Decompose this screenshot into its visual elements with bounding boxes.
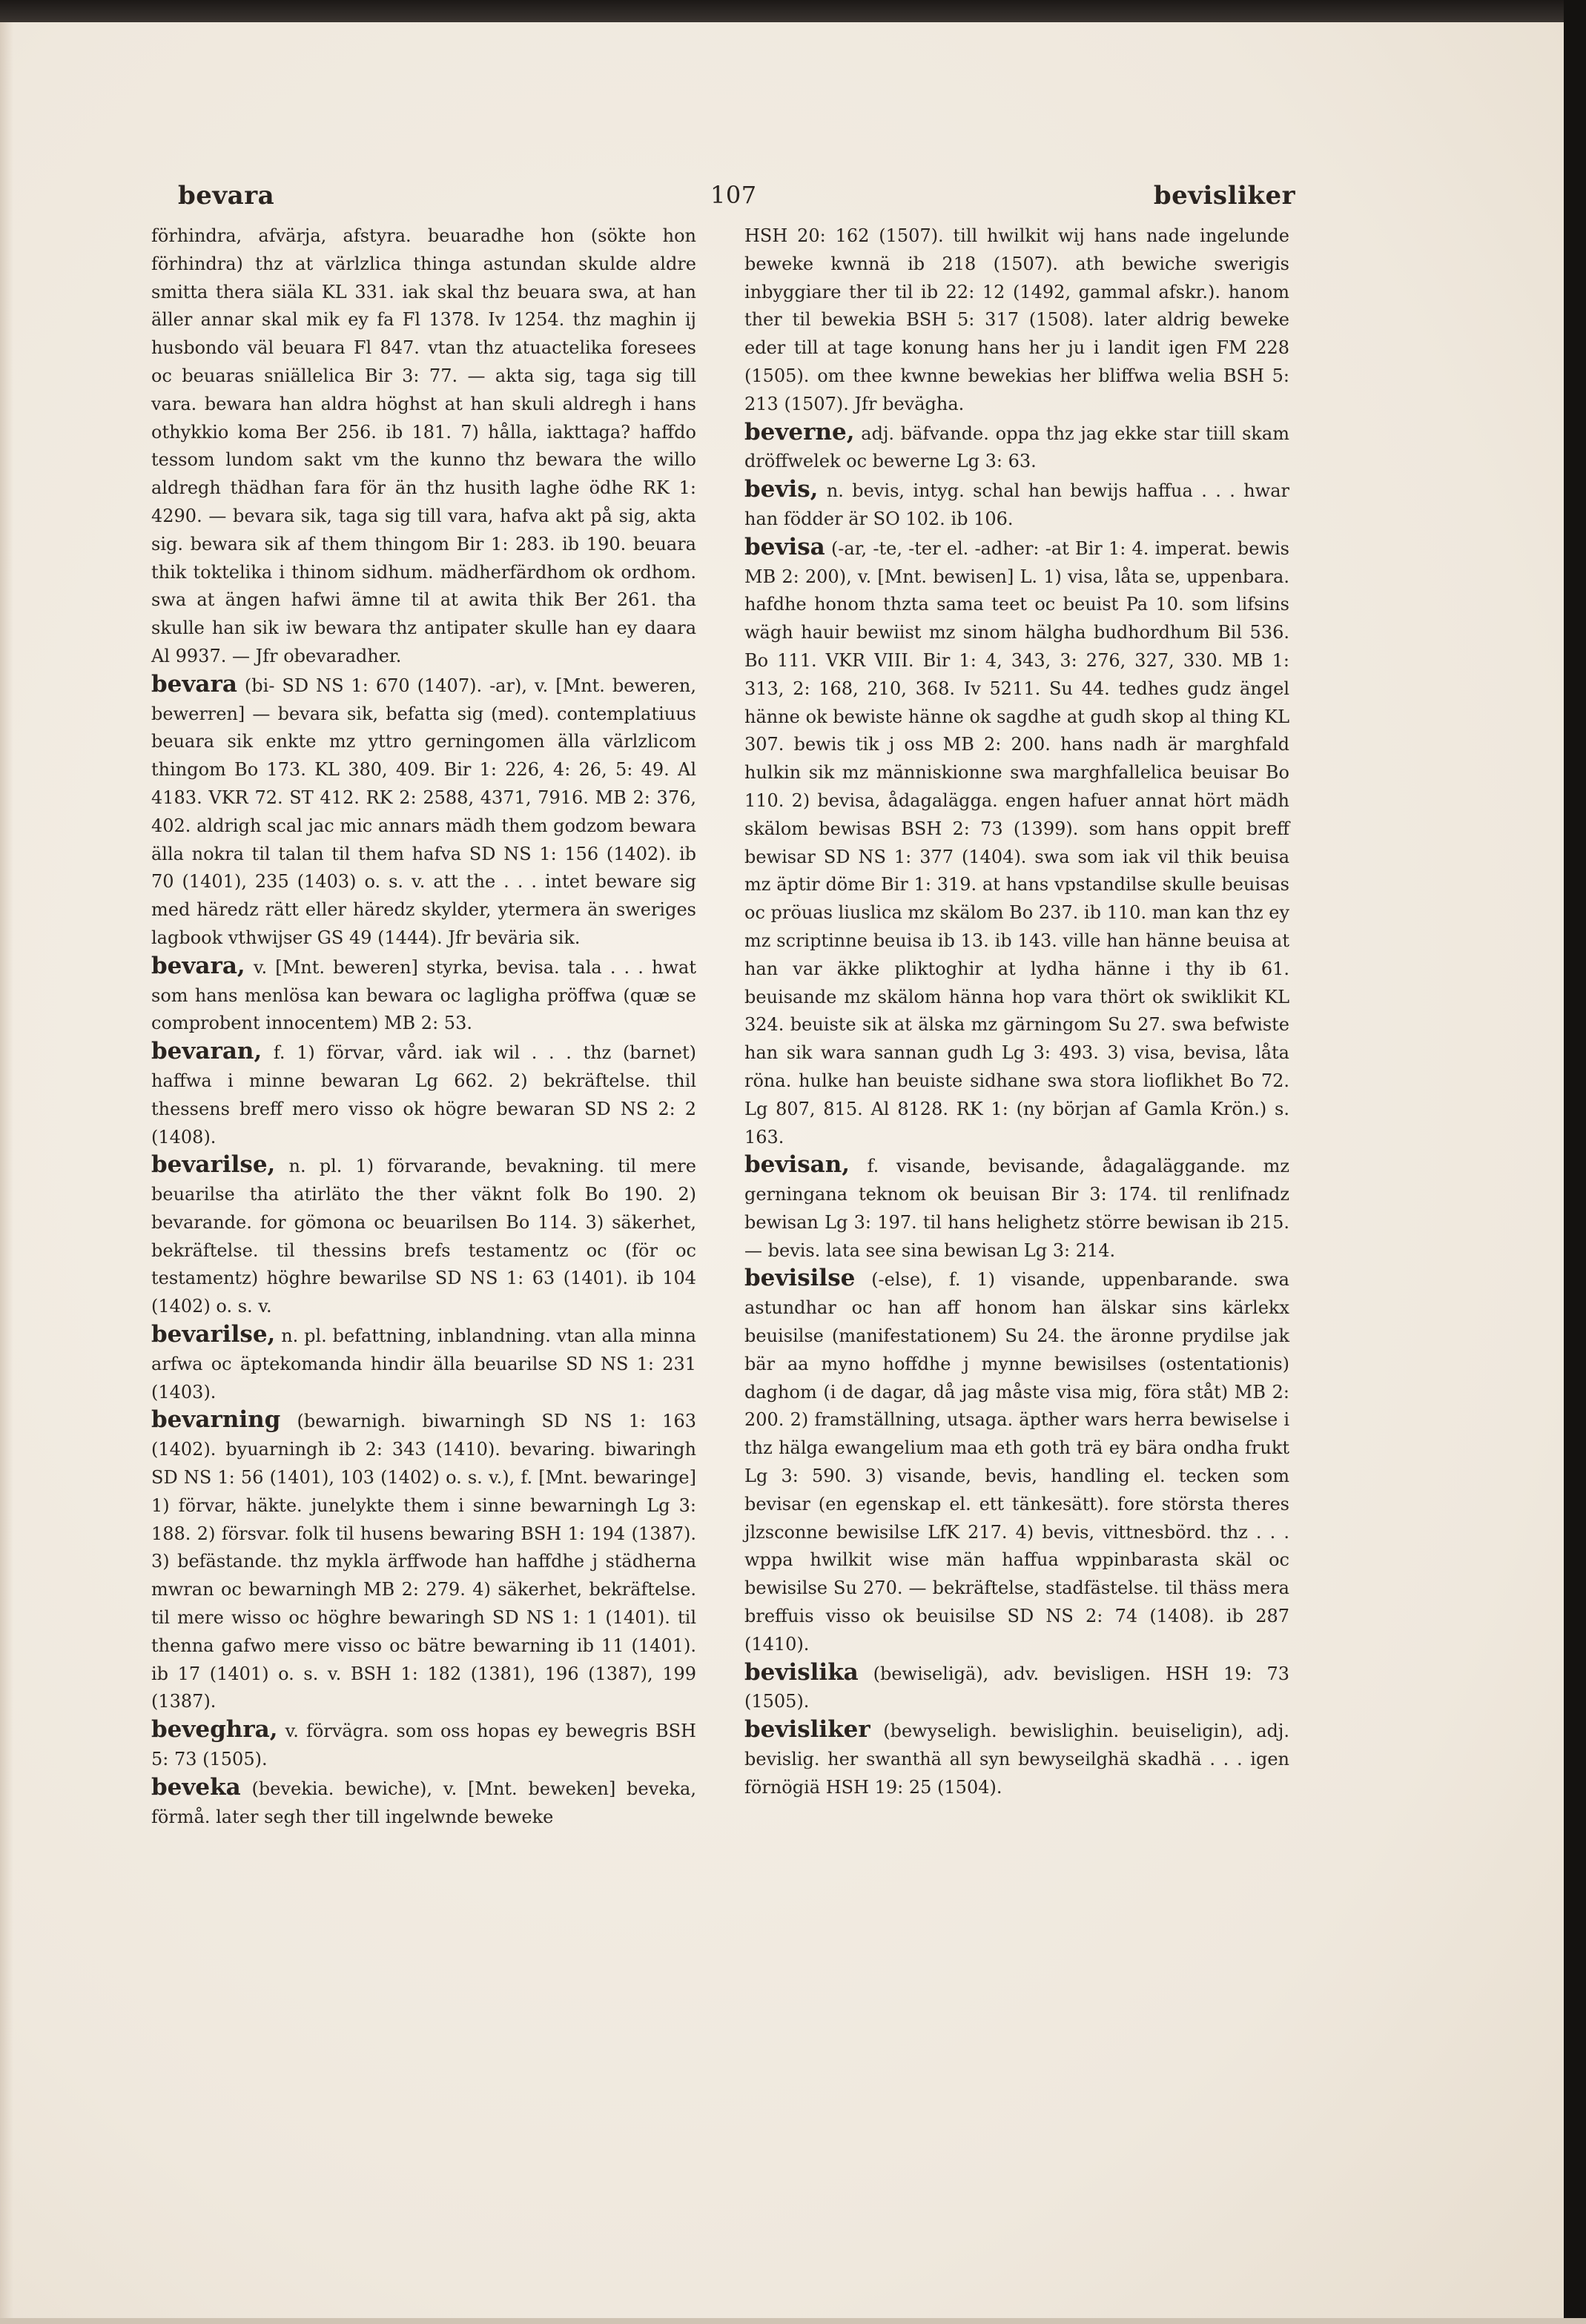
entry-body: HSH 20: 162 (1507). till hwilkit wij hans nade ingelunde beweke kwnnä ib 218 (1507). ath bewiche swerigis inbyggiare ther til ib 22: 12 (1492, gammal afskr.). hanom ther til bewekia BSH 5: 317 (1508). later aldrig beweke eder till at tage konung hans her ju i landit igen FM 228 (1505). om thee kwnne bewekias her bliffwa welia BSH 5: 213 (1507). Jfr beväghа. [744, 225, 1289, 414]
entry-headword: bevislika [744, 1658, 859, 1686]
entry-headword: beveghra, [151, 1716, 278, 1744]
entry-headword: bevisilse [744, 1265, 856, 1292]
right-column [744, 222, 1289, 1802]
entry-body: (bevekia. bewiche), v. [Mnt. beweken] beveka, förmå. later segh ther till ingelwnde beweke [151, 1778, 696, 1827]
entry-headword: bevarilse, [151, 1151, 276, 1179]
scan-bottom-border [0, 2318, 1586, 2324]
entry-headword: bevara, [151, 952, 245, 979]
entry-headword: bevaran, [151, 1038, 262, 1065]
entry-body: (bewyseligh. bewislighin. beuiseligin), adj. bevislig. her swanthä all syn bewyseilghä skadhä . . . igen förnögiä HSH 19: 25 (1504). [744, 1721, 1289, 1798]
dictionary-entry [151, 671, 696, 953]
running-head-right: bevisliker [1153, 181, 1295, 211]
page-left-shadow [0, 0, 13, 2324]
entry-headword: bevarning [151, 1406, 281, 1434]
entry-body: n. pl. 1) förvarande, bevakning. til mere beuarilse tha atirläto the ther väknt folk Bo 190. 2) bevarande. for gömona oc beuarilsen Bo 114. 3) säkerhet, bekräftelse. til thessins brefs testamentz oc (för oc testamentz) höghre bewarilse SD NS 1: 63 (1401). ib 104 (1402) o. s. v. [151, 1156, 696, 1317]
dictionary-entry [151, 1406, 696, 1716]
dictionary-entry [744, 1716, 1289, 1801]
scan-right-border [1564, 0, 1586, 2324]
entry-headword: bevara [151, 670, 237, 698]
entry-body: (-else), f. 1) visande, uppenbarande. swa astundhar oc han aff honom han älskar sins kärlekx beuisilse (manifestationem) Su 24. the äronne prydilse jak bär aa myno hoffdhe j mynne bewisilses (ostentationis) daghom (i de dagar, då jag måste visa mig, föra ståt) MB 2: 200. 2) framställning, utsaga. äpther wars herra bewiselse i thz hälga ewangelium maa eth goth trä ey bära ondha frukt Lg 3: 590. 3) visande, bevis, handling el. tecken som bevisar (en egenskap el. ett tänkesätt). fore största theres jlzsconne bewisilse LfK 217. 4) bevis, vittnesbörd. thz . . . wppa hwilkit wise män haffua wppinbarasta skäl oc bewisilse Su 270. — bekräftelse, stadfästelse. til thäss mera breffuis visso ok beuisilse SD NS 2: 74 (1408). ib 287 (1410). [744, 1269, 1289, 1655]
entry-body: (-ar, -te, -ter el. -adher: -at Bir 1: 4. imperat. bewis MB 2: 200), v. [Mnt. bewisen] L. 1) visa, låta se, uppenbara. hafdhe honom thzta sama teet oc beuist Pa 10. som lifsins wägh hauir bewiist mz sinom hälgha budhordhum Bil 536. Bo 111. VKR VIII. Bir 1: 4, 343, 3: 276, 327, 330. MB 1: 313, 2: 168, 210, 368. Iv 5211. Su 44. tedhes gudz ängel hänne ok bewiste hänne ok sagdhe at gudh skop al thing KL 307. bewis tik j oss MB 2: 200. hans nadh är marghfald hulkin sik mz människionne swa marghfallelica beuisar Bo 110. 2) bevisa, ådagalägga. engen hafuer annat hört mädh skälom bewisas BSH 2: 73 (1399). som hans oppit breff bewisar SD NS 1: 377 (1404). swa som iak vil thik beuisa mz äptir döme Bir 1: 319. at hans vpstandilse skulle beuisas oc pröuas liuslica mz skälom Bo 237. ib 110. man kan thz ey mz scriptinne beuisa ib 13. ib 143. ville han hänne beuisa at han var äkke pliktoghir at lydha hänne i thy ib 61. beuisande mz skälom hänna hop vara thört ok swiklikit KL 324. beuiste sik at älska mz gärningom Su 27. swa befwiste han sik wara sannan gudh Lg 3: 493. 3) visa, bevisa, låta röna. hulke han beuiste sidhane swa stora lioflikhet Bo 72. Lg 807, 815. Al 8128. RK 1: (ny början af Gamla Krön.) s. 163. [744, 537, 1289, 1148]
dictionary-entry [151, 953, 696, 1038]
dictionary-entry [744, 1265, 1289, 1658]
page-number: 107 [710, 181, 757, 209]
entry-body: f. 1) förvar, vård. iak wil . . . thz (barnet) haffwa i minne bewaran Lg 662. 2) bekräftelse. thil thessens breff mero visso ok högre bewaran SD NS 2: 2 (1408). [151, 1042, 696, 1148]
entry-headword: bevisliker [744, 1716, 870, 1744]
entry-body: n. pl. befattning, inblandning. vtan alla minna arfwa oc äptekomanda hindir älla beuarilse SD NS 1: 231 (1403). [151, 1325, 696, 1403]
entry-body: f. visande, bevisande, ådagaläggande. mz gerningana teknom ok beuisan Bir 3: 174. til renlifnadz bewisan Lg 3: 197. til hans helighetz större bewisan ib 215. — bevis. lata see sina bewisan Lg 3: 214. [744, 1156, 1289, 1261]
dictionary-entry [151, 1038, 696, 1151]
dictionary-entry [744, 1151, 1289, 1265]
dictionary-entry [744, 534, 1289, 1152]
entry-headword: bevisa [744, 533, 825, 560]
entry-headword: bevis, [744, 476, 819, 503]
dictionary-entry [744, 419, 1289, 477]
dictionary-entry [151, 1716, 696, 1774]
entry-body: (bi- SD NS 1: 670 (1407). -ar), v. [Mnt. beweren, bewerren] — bevara sik, befatta sig (med). contemplatiuus beuara sik enkte mz yttro gerningomen älla värlzlicom thingom Bo 173. KL 380, 409. Bir 1: 226, 4: 26, 5: 49. Al 4183. VKR 72. ST 412. RK 2: 2588, 4371, 7916. MB 2: 376, 402. aldrigh scal jac mic annars mädh them godzom bewara älla nokra til talan til them hafva SD NS 1: 156 (1402). ib 70 (1401), 235 (1403) o. s. v. att the . . . intet beware sig med häredz rätt eller häredz skylder, ytermera än sweriges lagbook vthwijser GS 49 (1444). Jfr beväria sik. [151, 675, 697, 948]
entry-body: v. förvägra. som oss hopas ey bewegris BSH 5: 73 (1505). [151, 1721, 696, 1770]
dictionary-entry [151, 1321, 696, 1406]
left-column [151, 222, 696, 1831]
dictionary-entry [151, 1774, 696, 1832]
entry-headword: beveka [151, 1773, 241, 1801]
dictionary-entry [151, 222, 696, 671]
entry-headword: beverne, [744, 418, 855, 446]
dictionary-entry [744, 1659, 1289, 1717]
entry-body: adj. bäfvande. oppa thz jag ekke star tiill skam dröffwelek oc bewerne Lg 3: 63. [744, 423, 1289, 472]
entry-headword: bevisan, [744, 1151, 850, 1179]
running-head-left: bevara [178, 181, 275, 211]
entry-headword: bevarilse, [151, 1321, 276, 1348]
entry-body: v. [Mnt. beweren] styrka, bevisa. tala . . . hwat som hans menlösa kan bewara oc lagligha pröffwa (quæ se comprobent innocentem) MB 2: 53. [151, 956, 696, 1034]
entry-body: förhindra, afvärja, afstyra. beuaradhe hon (sökte hon förhindra) thz at värlzlica thinga astundan skulde aldre smitta thera siäla KL 331. iak skal thz beuara swa, at han äller annar skal mik ey fa Fl 1378. Iv 1254. thz maghin ij husbondo väl beuara Fl 847. vtan thz atuactelika foresees oc beuaras sniällelica Bir 3: 77. — akta sig, taga sig till vara. bewara han aldra höghst at han skuli aldregh i hans othykkio koma Ber 256. ib 181. 7) hålla, iakttaga? haffdo tessom lundom sakt vm the kunno thz bewara the willo aldregh thädhan fara för än thz husith laghe ödhe RK 1: 4290. — bevara sik, taga sig till vara, hafva akt på sig, akta sig. bewara sik af them thingom Bir 1: 283. ib 190. beuara thik toktelika i thinom sidhum. mädherfärdhom ok ordhom. swa at ängen hafwi ämne til at awita thik Ber 261. tha skulle han sik iw bewara thz antipater skulle han ey daara Al 9937. — Jfr obevaradher. [151, 225, 696, 666]
entry-body: (bewiseligä), adv. bevisligen. HSH 19: 73 (1505). [744, 1663, 1289, 1712]
entry-body: (bewarnigh. biwarningh SD NS 1: 163 (1402). byuarningh ib 2: 343 (1410). bevaring. biwaringh SD NS 1: 56 (1401), 103 (1402) o. s. v.), f. [Mnt. bewaringe] 1) förvar, häkte. junelykte them i sinne bewarningh Lg 3: 188. 2) försvar. folk til husens bewaring BSH 1: 194 (1387). 3) befästande. thz mykla ärffwode han haffdhe j städherna mwran oc bewarningh MB 2: 279. 4) säkerhet, bekräftelse. til mere wisso oc höghre bewaringh SD NS 1: 1 (1401). til thenna gafwo mere visso oc bätre bewarning ib 11 (1401). ib 17 (1401) o. s. v. BSH 1: 182 (1381), 196 (1387), 199 (1387). [151, 1411, 696, 1712]
dictionary-entry [151, 1151, 696, 1321]
dictionary-entry [744, 222, 1289, 419]
scan-top-border [0, 0, 1586, 22]
entry-body: n. bevis, intyg. schal han bewijs haffua . . . hwar han födder är SO 102. ib 106. [744, 480, 1289, 529]
dictionary-entry [744, 476, 1289, 534]
